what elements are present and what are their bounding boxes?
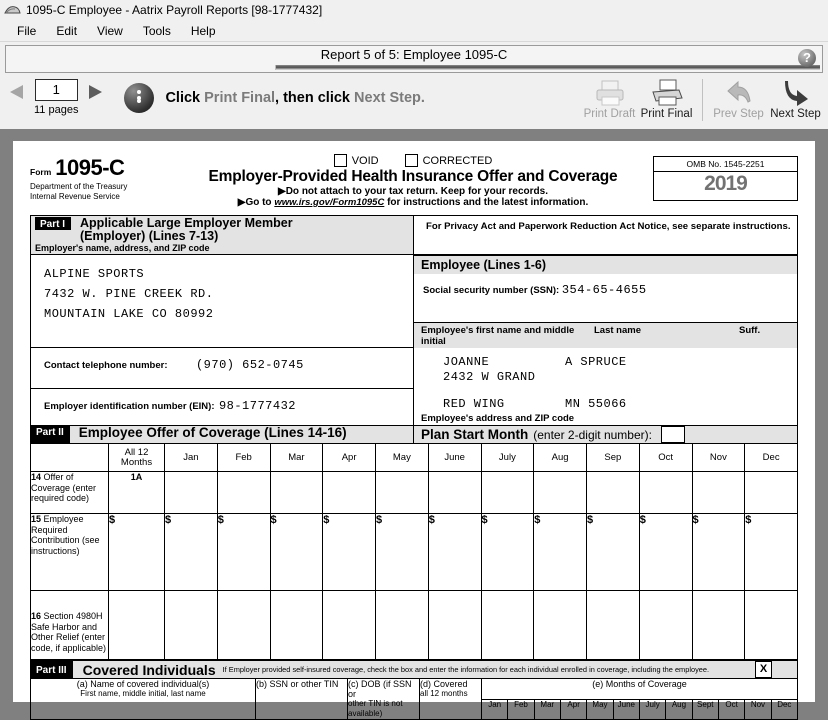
- info-icon: [124, 83, 154, 113]
- prev-page-button[interactable]: [6, 82, 28, 106]
- employer-ein-value: 98-1777432: [218, 399, 296, 413]
- part2-title: Employee Offer of Coverage (Lines 14-16): [78, 425, 347, 440]
- part3-title: Covered Individuals: [82, 661, 216, 678]
- part3-month-apr: Apr: [560, 700, 586, 720]
- report-title: Report 5 of 5: Employee 1095-C: [320, 47, 508, 62]
- line14-cell-mar[interactable]: [270, 472, 323, 514]
- employee-city: RED WING: [443, 397, 505, 411]
- part3-month-jan: Jan: [482, 700, 508, 720]
- goto-prefix: ▶Go to: [237, 197, 275, 208]
- menu-bar: [0, 20, 828, 42]
- line15-cell-mar[interactable]: $: [270, 514, 323, 591]
- privacy-notice: For Privacy Act and Paperwork Reduction Act Notice, see separate instructions.: [426, 221, 791, 232]
- part3-month-mar: Mar: [534, 700, 560, 720]
- employee-suffix-header: Suff.: [739, 325, 761, 336]
- employer-phone-label: Contact telephone number:: [44, 360, 168, 371]
- employer-citystatezip: MOUNTAIN LAKE CO 80992: [44, 307, 214, 321]
- employer-phone-cell: [31, 347, 413, 388]
- line15-all12-cell[interactable]: $: [109, 514, 165, 591]
- part3-col-d: [420, 679, 482, 720]
- void-corrected-row: [173, 154, 653, 167]
- part3-month-feb: Feb: [508, 700, 534, 720]
- line16-cell-july[interactable]: [481, 591, 534, 660]
- hint-then-click: , then click: [275, 90, 355, 106]
- part3-col-a-line2: First name, middle initial, last name: [80, 689, 206, 698]
- hint-group: [124, 83, 425, 113]
- part2-col-june: June: [428, 444, 481, 472]
- line14-cell-feb[interactable]: [217, 472, 270, 514]
- part3-month-oct: Oct: [718, 700, 744, 720]
- omb-number: OMB No. 1545-2251: [654, 157, 797, 172]
- window-title: 1095-C Employee - Aatrix Payroll Reports [98-1777432]: [26, 3, 323, 17]
- part1-title-line2: (Employer) (Lines 7-13): [80, 229, 219, 243]
- report-title-box: [5, 45, 823, 73]
- part2-col-oct: Oct: [639, 444, 692, 472]
- line15-cell-june[interactable]: $: [428, 514, 481, 591]
- void-label: VOID: [351, 154, 379, 167]
- form-subtitle-1: ▶Do not attach to your tax return. Keep for your records.: [278, 186, 548, 197]
- void-checkbox[interactable]: [334, 154, 347, 167]
- line14-text: Offer of Coverage (enter required code): [31, 472, 97, 503]
- line15-cell-aug[interactable]: $: [534, 514, 587, 591]
- form-identity-block: [30, 153, 173, 201]
- part3-month-july: July: [639, 700, 665, 720]
- privacy-notice-cell: [414, 216, 797, 254]
- printer-icon: [592, 79, 628, 107]
- form-number: 1095-C: [55, 155, 125, 180]
- part2-blank-corner: [31, 444, 109, 472]
- line14-cell-nov[interactable]: [692, 472, 745, 514]
- report-progress-bar: [275, 65, 820, 70]
- employee-first-name: JOANNE: [443, 355, 490, 369]
- line14-cell-sep[interactable]: [587, 472, 640, 514]
- part2-line15-row: [31, 514, 798, 591]
- menu-item-help[interactable]: Help: [190, 23, 216, 38]
- line16-text: Section 4980H Safe Harbor and Other Relief (enter code, if applicable): [31, 611, 107, 653]
- toolbar-right-group: [581, 79, 824, 121]
- part3-col-c-line2: other TIN is not available): [348, 699, 403, 718]
- part3-month-dec: Dec: [771, 700, 797, 720]
- menu-item-tools[interactable]: Tools: [142, 23, 171, 38]
- line16-cell-may[interactable]: [376, 591, 429, 660]
- employee-ssn-value: 354-65-4655: [561, 283, 647, 297]
- employer-phone-value: (970) 652-0745: [195, 358, 304, 372]
- line16-cell-june[interactable]: [428, 591, 481, 660]
- line16-cell-jan[interactable]: [165, 591, 218, 660]
- employee-street: 2432 W GRAND: [443, 370, 536, 384]
- part2-col-aug: Aug: [534, 444, 587, 472]
- form-title: Employer-Provided Health Insurance Offer and Coverage: [208, 168, 618, 185]
- line15-cell-feb[interactable]: $: [217, 514, 270, 591]
- part2-line14-row: [31, 472, 798, 514]
- menu-item-view[interactable]: View: [97, 23, 123, 38]
- line16-all12-cell[interactable]: [109, 591, 165, 660]
- form-title-block: [173, 153, 653, 208]
- part3-header-row: [30, 660, 798, 678]
- left-triangle-icon: [8, 84, 26, 105]
- print-final-button[interactable]: [638, 79, 695, 120]
- employee-ssn-label: Social security number (SSN):: [423, 285, 560, 296]
- line14-cell-dec[interactable]: [745, 472, 798, 514]
- print-final-label: Print Final: [640, 108, 693, 120]
- part3-col-e: (e) Months of Coverage: [482, 679, 798, 700]
- part1-label: Part I: [35, 217, 71, 230]
- line16-cell-sep[interactable]: [587, 591, 640, 660]
- toolbar: [0, 75, 828, 129]
- tax-year-value: 2019: [704, 172, 747, 195]
- report-title-strip: [0, 42, 828, 75]
- page-number-group: [34, 79, 78, 116]
- employee-state-zip: MN 55066: [565, 397, 627, 411]
- employer-ein-cell: [31, 388, 413, 425]
- part2-col-all12: All 12 Months: [109, 444, 165, 472]
- part2-title-cell: [31, 426, 414, 443]
- plan-start-month-input[interactable]: [661, 426, 685, 443]
- form-header: [30, 153, 798, 215]
- next-step-label: Next Step: [770, 108, 821, 120]
- part3-col-a: [31, 679, 256, 720]
- part2-col-sep: Sep: [587, 444, 640, 472]
- employer-block: [31, 255, 414, 425]
- line16-cell-dec[interactable]: [745, 591, 798, 660]
- part2-col-july: July: [481, 444, 534, 472]
- line16-cell-aug[interactable]: [534, 591, 587, 660]
- part2-header-row: [30, 425, 798, 443]
- corrected-label: CORRECTED: [422, 154, 493, 167]
- part3-month-may: May: [587, 700, 613, 720]
- part3-month-june: June: [613, 700, 639, 720]
- part1-title-cell: [31, 216, 414, 254]
- line15-cell-jan[interactable]: $: [165, 514, 218, 591]
- menu-item-edit[interactable]: Edit: [56, 23, 78, 38]
- prev-step-button[interactable]: [710, 79, 767, 120]
- part2-col-mar: Mar: [270, 444, 323, 472]
- line14-cell-jan[interactable]: [165, 472, 218, 514]
- hint-next-step: Next Step.: [354, 90, 425, 106]
- void-checkbox-group[interactable]: [334, 154, 379, 167]
- part2-col-jan: Jan: [165, 444, 218, 472]
- irs-form-link[interactable]: www.irs.gov/Form1095C: [274, 197, 385, 208]
- employee-section-header: Employee (Lines 1-6): [414, 255, 797, 274]
- part2-col-apr: Apr: [323, 444, 376, 472]
- part3-col-c: [348, 679, 420, 720]
- part2-col-nov: Nov: [692, 444, 745, 472]
- line15-cell-nov[interactable]: $: [692, 514, 745, 591]
- plan-start-month-label: Plan Start Month: [421, 427, 529, 442]
- line14-number: 14: [31, 472, 42, 482]
- form-subtitle-2: [173, 197, 653, 208]
- part3-col-a-line1: (a) Name of covered individual(s): [76, 679, 210, 689]
- back-arrow-icon: [722, 79, 756, 107]
- omb-year-block: [653, 156, 798, 201]
- line14-cell-apr[interactable]: [323, 472, 376, 514]
- line14-cell-oct[interactable]: [639, 472, 692, 514]
- part3-column-header-row: [31, 679, 798, 700]
- part2-month-header-row: [31, 444, 798, 472]
- prev-step-label: Prev Step: [713, 108, 764, 120]
- part2-coverage-table: [30, 443, 798, 660]
- part3-month-sept: Sept: [692, 700, 718, 720]
- next-step-button[interactable]: [767, 79, 824, 120]
- line15-number: 15: [31, 514, 42, 524]
- toolbar-separator: [702, 79, 703, 121]
- line14-cell-july[interactable]: [481, 472, 534, 514]
- employee-block: [414, 255, 797, 425]
- line15-cell-july[interactable]: $: [481, 514, 534, 591]
- line14-cell-june[interactable]: [428, 472, 481, 514]
- part3-covered-individuals-table: [30, 678, 798, 720]
- help-icon[interactable]: ?: [798, 49, 816, 67]
- line15-cell-sep[interactable]: $: [587, 514, 640, 591]
- part2-line16-row: [31, 591, 798, 660]
- print-draft-label: Print Draft: [583, 108, 636, 120]
- corrected-checkbox[interactable]: [405, 154, 418, 167]
- line14-label: [31, 472, 109, 514]
- part3-note: If Employer provided self-insured coverage, check the box and enter the information for each individual enrolled in coverage, including the employee.: [222, 665, 710, 674]
- part2-col-may: May: [376, 444, 429, 472]
- employee-last-name: A SPRUCE: [565, 355, 627, 369]
- line16-cell-apr[interactable]: [323, 591, 376, 660]
- employer-address-block: [31, 255, 413, 347]
- employer-name: ALPINE SPORTS: [44, 267, 145, 281]
- line16-cell-oct[interactable]: [639, 591, 692, 660]
- page-count-label: 11 pages: [34, 104, 79, 116]
- plan-start-month-cell: [414, 426, 797, 443]
- employee-address-label: Employee's address and ZIP code: [421, 413, 575, 424]
- line14-cell-aug[interactable]: [534, 472, 587, 514]
- line16-label: [31, 591, 109, 660]
- part3-col-c-line1: (c) DOB (if SSN or: [348, 679, 412, 699]
- page-number-input[interactable]: 1: [35, 79, 78, 101]
- line14-all12-value[interactable]: 1A: [109, 472, 165, 514]
- part3-col-d-line2: all 12 months: [420, 689, 468, 698]
- line15-cell-oct[interactable]: $: [639, 514, 692, 591]
- employee-ssn-cell: [414, 274, 797, 322]
- next-page-button[interactable]: [84, 82, 106, 106]
- corrected-checkbox-group[interactable]: [405, 154, 493, 167]
- print-draft-button[interactable]: [581, 79, 638, 120]
- plan-start-month-note: (enter 2-digit number):: [533, 427, 652, 442]
- part3-label: Part III: [31, 661, 73, 678]
- line16-cell-mar[interactable]: [270, 591, 323, 660]
- window-title-bar: [0, 0, 828, 20]
- line15-cell-dec[interactable]: $: [745, 514, 798, 591]
- employer-street: 7432 W. PINE CREEK RD.: [44, 287, 214, 301]
- line15-cell-may[interactable]: $: [376, 514, 429, 591]
- aatrix-logo-icon: [4, 4, 21, 17]
- part2-col-dec: Dec: [745, 444, 798, 472]
- employer-ein-label: Employer identification number (EIN):: [44, 401, 215, 412]
- hint-print-final: Print Final: [204, 90, 276, 106]
- part3-month-aug: Aug: [666, 700, 692, 720]
- employee-name-address-block: [414, 348, 797, 411]
- form-word-label: Form: [30, 167, 52, 177]
- part1-header-row: [30, 215, 798, 254]
- employer-name-addr-label: Employer's name, address, and ZIP code: [35, 243, 210, 253]
- dept-line-2: Internal Revenue Service: [30, 191, 120, 201]
- menu-item-file[interactable]: File: [17, 23, 37, 38]
- part3-col-b: (b) SSN or other TIN: [256, 679, 348, 720]
- part3-month-nov: Nov: [745, 700, 771, 720]
- next-arrow-icon: [779, 79, 813, 107]
- form-1095c-page: [13, 141, 815, 718]
- line16-cell-feb[interactable]: [217, 591, 270, 660]
- line15-label: [31, 514, 109, 591]
- line16-cell-nov[interactable]: [692, 591, 745, 660]
- line15-cell-apr[interactable]: $: [323, 514, 376, 591]
- line16-number: 16: [31, 611, 42, 621]
- employee-name-header: [414, 322, 797, 348]
- part2-label: Part II: [31, 426, 70, 443]
- printer-icon: [649, 79, 685, 107]
- hint-text: [165, 90, 425, 106]
- hint-click-word: Click: [165, 90, 205, 106]
- part2-col-feb: Feb: [217, 444, 270, 472]
- dept-line-1: Department of the Treasury: [30, 182, 128, 191]
- employee-firstname-header: Employee's first name and middle initial: [421, 325, 575, 347]
- line15-text: Employee Required Contribution (see instructions): [31, 514, 100, 556]
- part1-body-row: [30, 254, 798, 425]
- employee-lastname-header: Last name: [594, 325, 641, 336]
- goto-suffix: for instructions and the latest information.: [384, 197, 589, 208]
- document-page-area[interactable]: [0, 129, 828, 718]
- part1-title-line1: Applicable Large Employer Member: [80, 216, 293, 230]
- right-triangle-icon: [86, 84, 104, 105]
- part3-col-d-line1: (d) Covered: [420, 679, 468, 689]
- line14-cell-may[interactable]: [376, 472, 429, 514]
- part3-selfinsured-checkbox[interactable]: X: [755, 661, 772, 678]
- page-nav-group: [0, 77, 106, 116]
